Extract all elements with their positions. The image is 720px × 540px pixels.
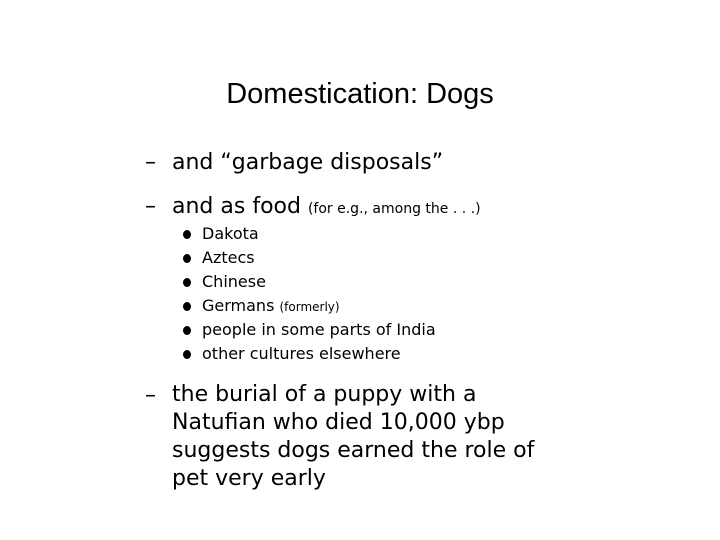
sub-item-note: (formerly) (279, 300, 340, 314)
bullet-3-line: the burial of a puppy with a (172, 382, 477, 407)
sub-item-text: Chinese (202, 272, 266, 291)
dash-marker-3: – (145, 383, 156, 408)
sub-item-text: Aztecs (202, 248, 255, 267)
bullet-2-note: (for e.g., among the . . .) (307, 201, 481, 217)
bullet-3-line: Natufian who died 10,000 ybp (172, 410, 505, 435)
sub-item-5 (202, 320, 436, 339)
bullet-3-line: pet very early (172, 466, 326, 491)
sub-item-6 (202, 344, 401, 363)
bullet-3-line: suggests dogs earned the role of (172, 438, 535, 463)
bullet-2 (172, 194, 481, 219)
bullet-dot-icon (183, 326, 191, 335)
sub-item-2 (202, 248, 255, 267)
bullet-2-text: and as food (172, 194, 301, 219)
bullet-3-paragraph (172, 381, 592, 493)
sub-item-text: Dakota (202, 224, 259, 243)
bullet-1-text: and “garbage disposals” (172, 150, 444, 175)
sub-item-4 (202, 296, 340, 315)
sub-item-3 (202, 272, 266, 291)
bullet-dot-icon (183, 278, 191, 287)
bullet-dot-icon (183, 230, 191, 239)
bullet-1 (172, 150, 443, 175)
dash-marker-2: – (145, 194, 156, 219)
sub-item-1 (202, 224, 259, 243)
slide-title: Domestication: Dogs (226, 78, 494, 110)
sub-item-text: other cultures elsewhere (202, 344, 401, 363)
bullet-dot-icon (183, 302, 191, 311)
bullet-dot-icon (183, 350, 191, 359)
sub-item-text: people in some parts of India (202, 320, 436, 339)
bullet-dot-icon (183, 254, 191, 263)
dash-marker-1: – (145, 150, 156, 175)
sub-item-text: Germans (202, 296, 275, 315)
